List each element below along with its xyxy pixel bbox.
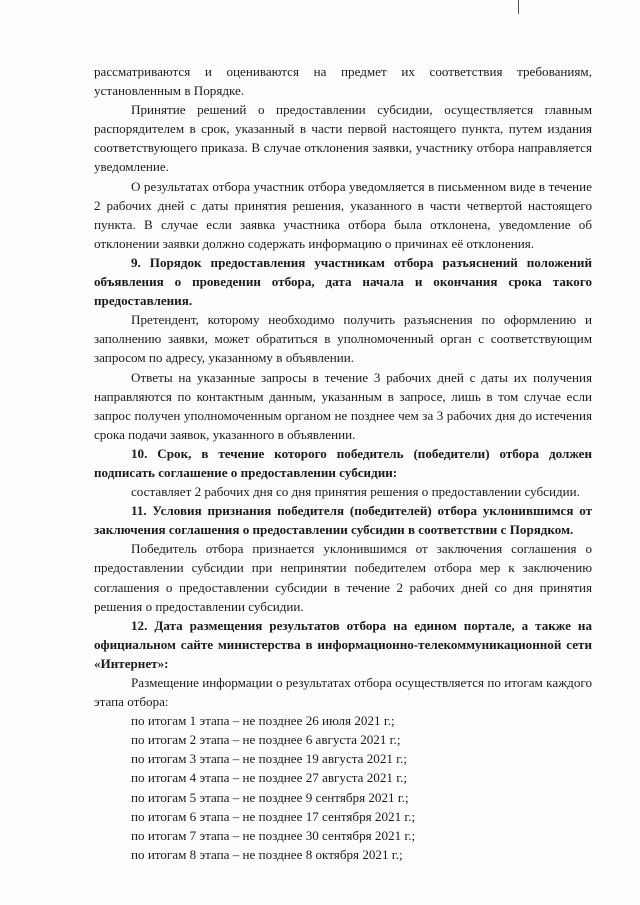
list-item-stage-8: по итогам 8 этапа – не позднее 8 октября 2021 г.; [131,846,403,862]
list-item-stage-7: по итогам 7 этапа – не позднее 30 сентября 2021 г.; [131,827,416,843]
heading-section-9: 9. Порядок предоставления участникам отбора разъяснений положений объявления о проведении отбора, дата начала и окончания срока такого предоставления. [94,254,592,309]
document-page [94,62,592,864]
list-item-stage-3: по итогам 3 этапа – не позднее 19 августа 2021 г.; [131,751,408,767]
paragraph-results-placement: Размещение информации о результатах отбора осуществляется по итогам каждого этапа отбора: [94,675,592,710]
paragraph-decision: Принятие решений о предоставлении субсидии, осуществляется главным распорядителем в срок, указанный в части первой настоящего пункта, путем издания соответствующего приказа. В случае отклонения заявки, участнику отбора направляется уведомление. [94,102,592,175]
heading-section-10: 10. Срок, в течение которого победитель (победители) отбора должен подписать соглашение о предоставлении субсидии: [94,445,592,480]
scan-edge-mark [518,0,519,14]
stage-dates-list [94,711,592,864]
heading-section-11: 11. Условия признания победителя (победителей) отбора уклонившимся от заключения соглашения о предоставлении субсидии в соответствии с Порядком. [94,503,592,538]
paragraph-requirements: рассматриваются и оцениваются на предмет их соответствия требованиям, установленным в Порядке. [94,64,592,99]
list-item-stage-6: по итогам 6 этапа – не позднее 17 сентября 2021 г.; [131,808,416,824]
paragraph-signing-term: составляет 2 рабочих дня со дня принятия решения о предоставлении субсидии. [131,484,580,500]
paragraph-evasion: Победитель отбора признается уклонившимся от заключения соглашения о предоставлении субсидии при непринятии победителем отбора мер к заключению соглашения о предоставлении субсидии в течение 2 рабочих дней со дня принятия решения о предоставлении субсидии. [94,541,592,614]
list-item-stage-4: по итогам 4 этапа – не позднее 27 августа 2021 г.; [131,770,408,786]
list-item-stage-5: по итогам 5 этапа – не позднее 9 сентября 2021 г.; [131,789,409,805]
paragraph-clarification-answers: Ответы на указанные запросы в течение 3 рабочих дней с даты их получения направляются по контактным данным, указанным в запросе, лишь в том случае если запрос получен уполномоченным органом не позднее чем за 3 рабочих дня до истечения срока подачи заявок, указанного в объявлении. [94,369,592,442]
paragraph-notification: О результатах отбора участник отбора уведомляется в письменном виде в течение 2 рабочих дней с даты принятия решения, указанного в части четвертой настоящего пункта. В случае если заявка участника отбора была отклонена, уведомление об отклонении заявки должно содержать информацию о причинах её отклонения. [94,178,592,251]
list-item-stage-2: по итогам 2 этапа – не позднее 6 августа 2021 г.; [131,732,401,748]
list-item-stage-1: по итогам 1 этапа – не позднее 26 июля 2021 г.; [131,713,395,729]
heading-section-12: 12. Дата размещения результатов отбора на едином портале, а также на официальном сайте министерства в информационно-телекоммуникационной сети «Интернет»: [94,617,592,671]
paragraph-clarification-request: Претендент, которому необходимо получить разъяснения по оформлению и заполнению заявки, может обратиться в уполномоченный орган с соответствующим запросом по адресу, указанному в объявлении. [94,312,592,366]
